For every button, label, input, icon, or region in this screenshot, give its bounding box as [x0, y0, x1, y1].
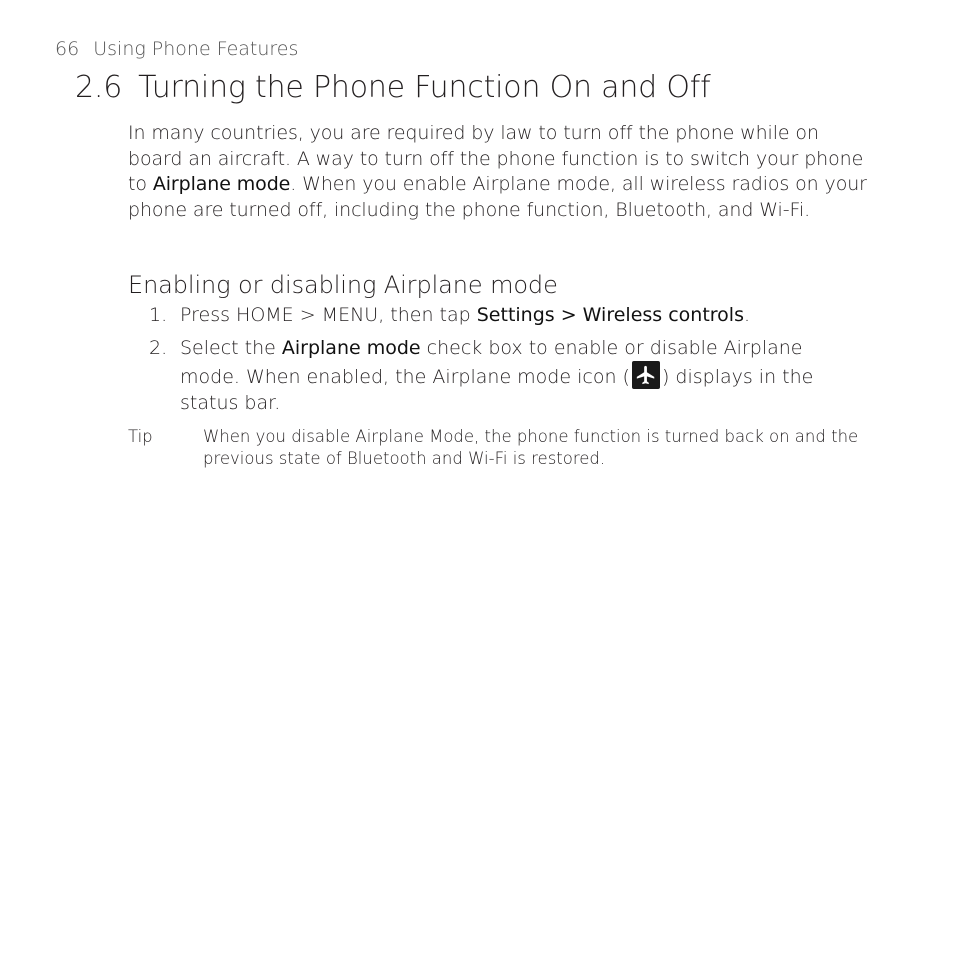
step-item [128, 302, 868, 328]
tip-text: When you disable Airplane Mode, the phone function is turned back on and the previous state of Bluetooth and Wi-Fi is restored. [203, 427, 859, 468]
tip-note [128, 426, 868, 470]
section-title-text: Turning the Phone Function On and Off [138, 70, 711, 105]
step-text-end: ) displays in the status bar. [180, 366, 814, 414]
step-text: Press HOME > MENU, then tap [180, 304, 477, 326]
running-head [55, 38, 298, 60]
intro-paragraph [128, 121, 868, 223]
steps-list [128, 302, 868, 423]
step-number: 2. [149, 337, 168, 359]
airplane-mode-icon [632, 361, 660, 389]
tip-label: Tip [128, 427, 153, 446]
section-number: 2.6 [75, 70, 123, 105]
intro-text-1: In many countries, you are required by law to turn off the phone while on board an aircraft. A way to turn off the phone function is to switch your phone to [128, 122, 864, 195]
section-title [75, 70, 710, 105]
page-number: 66 [55, 38, 80, 60]
step-ui-term: Airplane mode [281, 337, 421, 359]
intro-text-2: . When you enable Airplane mode, all wireless radios on your phone are turned off, including the phone function, Bluetooth, and Wi-Fi. [128, 173, 867, 221]
chapter-title: Using Phone Features [93, 38, 299, 60]
subsection-title: Enabling or disabling Airplane mode [128, 271, 558, 299]
step-text-end: . [743, 304, 751, 326]
step-item [128, 335, 868, 416]
step-text: Select the [180, 337, 282, 359]
step-text-middle: check box to enable or disable Airplane mode. When enabled, the Airplane mode icon ( [180, 337, 803, 388]
step-number: 1. [149, 304, 168, 326]
intro-ui-term: Airplane mode [152, 173, 291, 195]
step-ui-term: Settings > Wireless controls [476, 304, 744, 326]
